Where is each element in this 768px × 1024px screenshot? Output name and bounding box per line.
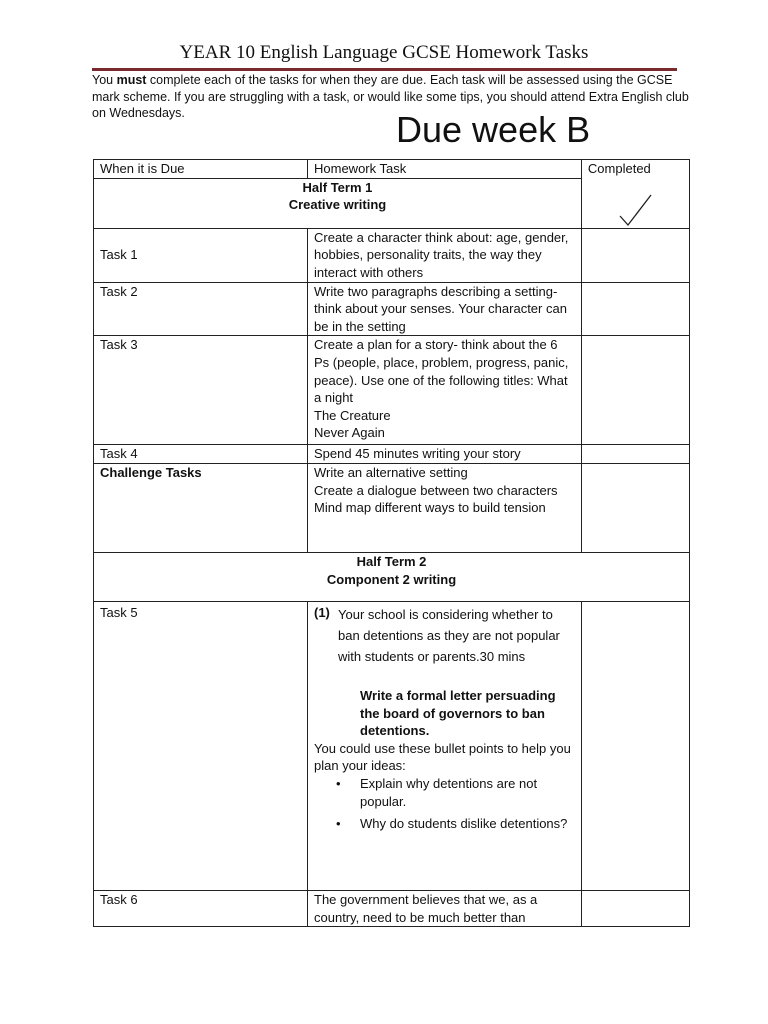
task3-title-option: Never Again: [314, 425, 385, 441]
table-row: [94, 890, 690, 926]
task6-completed-cell[interactable]: [581, 890, 689, 926]
task5-bullet-list: [314, 775, 575, 834]
intro-text-rest: complete each of the tasks for when they are due. Each task will be assessed using the GCSE mark scheme. If you are struggling with a task, or would like some tips, you should attend Extra English club on Wednesdays.: [92, 73, 689, 120]
table-row: [94, 228, 690, 282]
task1-completed-cell[interactable]: [581, 228, 689, 282]
checkmark-icon: [618, 194, 652, 228]
due-week-heading: Due week B: [396, 109, 591, 150]
task5-number: (1): [314, 604, 330, 620]
challenge-item: Write an alternative setting: [314, 464, 468, 480]
task4-completed-cell[interactable]: [581, 445, 689, 464]
table-row: [94, 445, 690, 464]
task5-label: Task 5: [94, 601, 308, 890]
intro-paragraph: [92, 72, 692, 122]
task6-description: The government believes that we, as a country, need to be much better than: [308, 890, 582, 926]
intro-emphasis: must: [116, 73, 147, 87]
task4-description: Spend 45 minutes writing your story: [308, 445, 582, 464]
task5-instruction: Write a formal letter persuading the board of governors to ban detentions.: [360, 687, 556, 739]
list-item: • Explain why detentions are not popular.: [360, 775, 575, 810]
table-row: [94, 463, 690, 552]
homework-table: [93, 159, 690, 927]
task5-help-text: You could use these bullet points to help you plan your ideas:: [314, 740, 571, 774]
term2-title: Half Term 2: [356, 553, 427, 569]
term2-subtitle: Component 2 writing: [326, 571, 457, 587]
section-row-term2: [94, 552, 690, 601]
term1-title: Half Term 1: [302, 179, 373, 195]
task6-label: Task 6: [94, 890, 308, 926]
task5-completed-cell[interactable]: [581, 601, 689, 890]
task5-prompt-text: Your school is considering whether to ban detentions as they are not popular with students or parents.30 mins: [338, 606, 560, 664]
task2-description: Write two paragraphs describing a setting- think about your senses. Your character can be in the setting: [308, 282, 582, 336]
list-item: • Why do students dislike detentions?: [360, 813, 575, 834]
section-heading-term1: [94, 178, 582, 228]
header-homework-task: Homework Task: [308, 160, 582, 179]
term1-subtitle: Creative writing: [288, 197, 387, 213]
section-heading-term2: [94, 552, 690, 601]
task3-text: Create a plan for a story- think about the 6 Ps (people, place, problem, progress, panic, peace). Use one of the following titles: What a night: [314, 337, 569, 406]
page-title: YEAR 10 English Language GCSE Homework Tasks: [179, 42, 589, 63]
challenge-item: Create a dialogue between two characters: [314, 482, 558, 498]
task3-description: [308, 336, 582, 445]
task5-description: [308, 601, 582, 890]
table-header-row: [94, 160, 690, 179]
completed-label: Completed: [587, 161, 651, 176]
task3-title-option: The Creature: [314, 407, 391, 423]
task1-description: Create a character think about: age, gender, hobbies, personality traits, the way they interact with others: [308, 228, 582, 282]
task3-completed-cell[interactable]: [581, 336, 689, 445]
table-row: [94, 601, 690, 890]
table-row: [94, 282, 690, 336]
challenge-item: Mind map different ways to build tension: [314, 500, 546, 516]
header-when-due: When it is Due: [94, 160, 308, 179]
task3-label: Task 3: [94, 336, 308, 445]
challenge-tasks-description: [308, 463, 582, 552]
task4-label: Task 4: [94, 445, 308, 464]
task5-prompt: [314, 604, 575, 667]
title-divider: [92, 68, 677, 71]
task2-label: Task 2: [94, 282, 308, 336]
task2-completed-cell[interactable]: [581, 282, 689, 336]
task1-label: Task 1: [94, 228, 308, 282]
header-completed: [581, 160, 689, 229]
table-row: [94, 336, 690, 445]
challenge-tasks-label: Challenge Tasks: [94, 463, 308, 552]
intro-text-start: You: [92, 73, 117, 87]
challenge-completed-cell[interactable]: [581, 463, 689, 552]
